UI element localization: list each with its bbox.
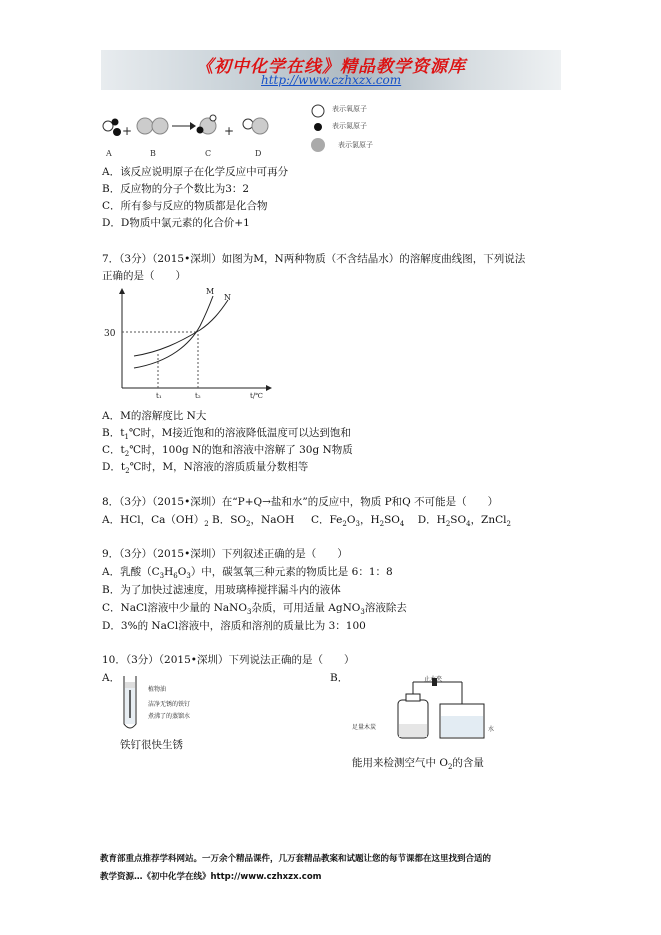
q6-option-b: B．反应物的分子个数比为3：2 (102, 183, 250, 195)
label-b: B (150, 149, 156, 158)
q10-stem: 10．（3分）（2015•深圳）下列说法正确的是（ ） (102, 654, 355, 666)
label-n: N (224, 293, 231, 302)
q10-b-caption: 能用来检测空气中 $O_2$的含量 (352, 757, 484, 772)
curve-n (134, 300, 228, 356)
atom-o (103, 121, 113, 131)
footer-line-2: 教学资源…《初中化学在线》http://www.czhxzx.com (100, 872, 322, 882)
atom-n (113, 128, 121, 136)
q9-stem: 9．（3分）（2015•深圳）下列叙述正确的是（ ） (102, 548, 348, 560)
q8-stem: 8．（3分）（2015•深圳）在“P+Q→盐和水”的反应中，物质 P和Q 不可能是（ ） (102, 496, 499, 508)
tube-label-nail: 洁净无锈的铁钉 (148, 701, 191, 708)
svg-text:+: + (224, 124, 235, 138)
label-m: M (206, 287, 215, 296)
apparatus-figure (380, 676, 500, 746)
atom-n (112, 119, 119, 126)
q6-option-c: C．所有参与反应的物质都是化合物 (102, 200, 268, 212)
tick-t1: t₁ (156, 392, 162, 400)
tick-t2: t₂ (195, 392, 201, 400)
q9-option-c: C．NaCl溶液中少量的 NaNO$_3$杂质，可用适量 AgNO$_3$溶液除去 (102, 602, 407, 617)
svg-text:+: + (122, 124, 133, 138)
q6-option-d: D．D物质中氯元素的化合价+1 (102, 217, 250, 229)
reaction-diagram (98, 110, 298, 162)
q7-option-c: C．$t_2℃$时，100g N的饱和溶液中溶解了 30g N物质 (102, 444, 353, 459)
x-axis-label: t/℃ (250, 392, 264, 400)
banner-title: 《初中化学在线》精品教学资源库 (196, 57, 466, 77)
legend-cl: 表示氯原子 (338, 141, 373, 149)
q7-stem-1: 7．（3分）（2015•深圳）如图为M，N两种物质（不含结晶水）的溶解度曲线图，下列说法 (102, 253, 526, 265)
q9-option-b: B．为了加快过滤速度，用玻璃棒搅拌漏斗内的液体 (102, 584, 341, 596)
app-label-carbon: 足量木炭 (352, 724, 377, 731)
ytick-30: 30 (104, 329, 116, 339)
q10-a-caption: 铁钉很快生锈 (120, 739, 183, 751)
legend-o: 表示氧原子 (332, 105, 367, 113)
footer-line-1: 教育部重点推荐学科网站。一万余个精品课件，几万套精品教案和试题让您的每节课都在这里找到合适的 (100, 854, 492, 864)
header-banner (101, 50, 561, 90)
q10-label-a: A． (102, 672, 121, 684)
q9-option-d: D．3%的 NaCl溶液中，溶质和溶剂的质量比为 3：100 (102, 620, 366, 632)
label-c: C (205, 149, 212, 158)
q6-option-a: A．该反应说明原子在化学反应中可再分 (102, 166, 289, 178)
q7-option-a: A．M的溶解度比 N大 (102, 410, 207, 422)
q8-options: A．HCl，$Ca(OH)_2$ B．$SO_2$，NaOH C．$Fe_2O_3$，$H_2SO_4$ D．$H_2SO_4$，ZnCl$_2$ (102, 514, 511, 529)
tube-label-oil: 植物油 (148, 686, 167, 693)
curve-m (134, 296, 213, 368)
banner-url[interactable]: http://www.czhxzx.com (261, 73, 402, 87)
q7-stem-2: 正确的是（ ） (102, 270, 186, 282)
legend-icons (310, 103, 326, 153)
app-label-water: 水 (488, 726, 495, 733)
label-d: D (255, 149, 262, 158)
app-label-clamp: 止水夹 (424, 676, 443, 683)
label-a: A (106, 149, 112, 158)
tube-label-water: 煮沸了的蒸馏水 (148, 713, 191, 720)
legend-n: 表示氮原子 (332, 122, 367, 130)
q7-option-d: D．$t_2℃$时，M，N溶液的溶质质量分数相等 (102, 461, 309, 476)
q7-option-b: B．$t_1℃$时，M接近饱和的溶液降低温度可以达到饱和 (102, 427, 351, 442)
solubility-chart (100, 284, 280, 404)
q9-option-a: A．乳酸$(C_3H_6O_3)$中，碳氢氧三种元素的物质比是 6：1：8 (102, 566, 393, 581)
test-tube-figure (118, 674, 148, 734)
q10-label-b: B． (330, 672, 349, 684)
